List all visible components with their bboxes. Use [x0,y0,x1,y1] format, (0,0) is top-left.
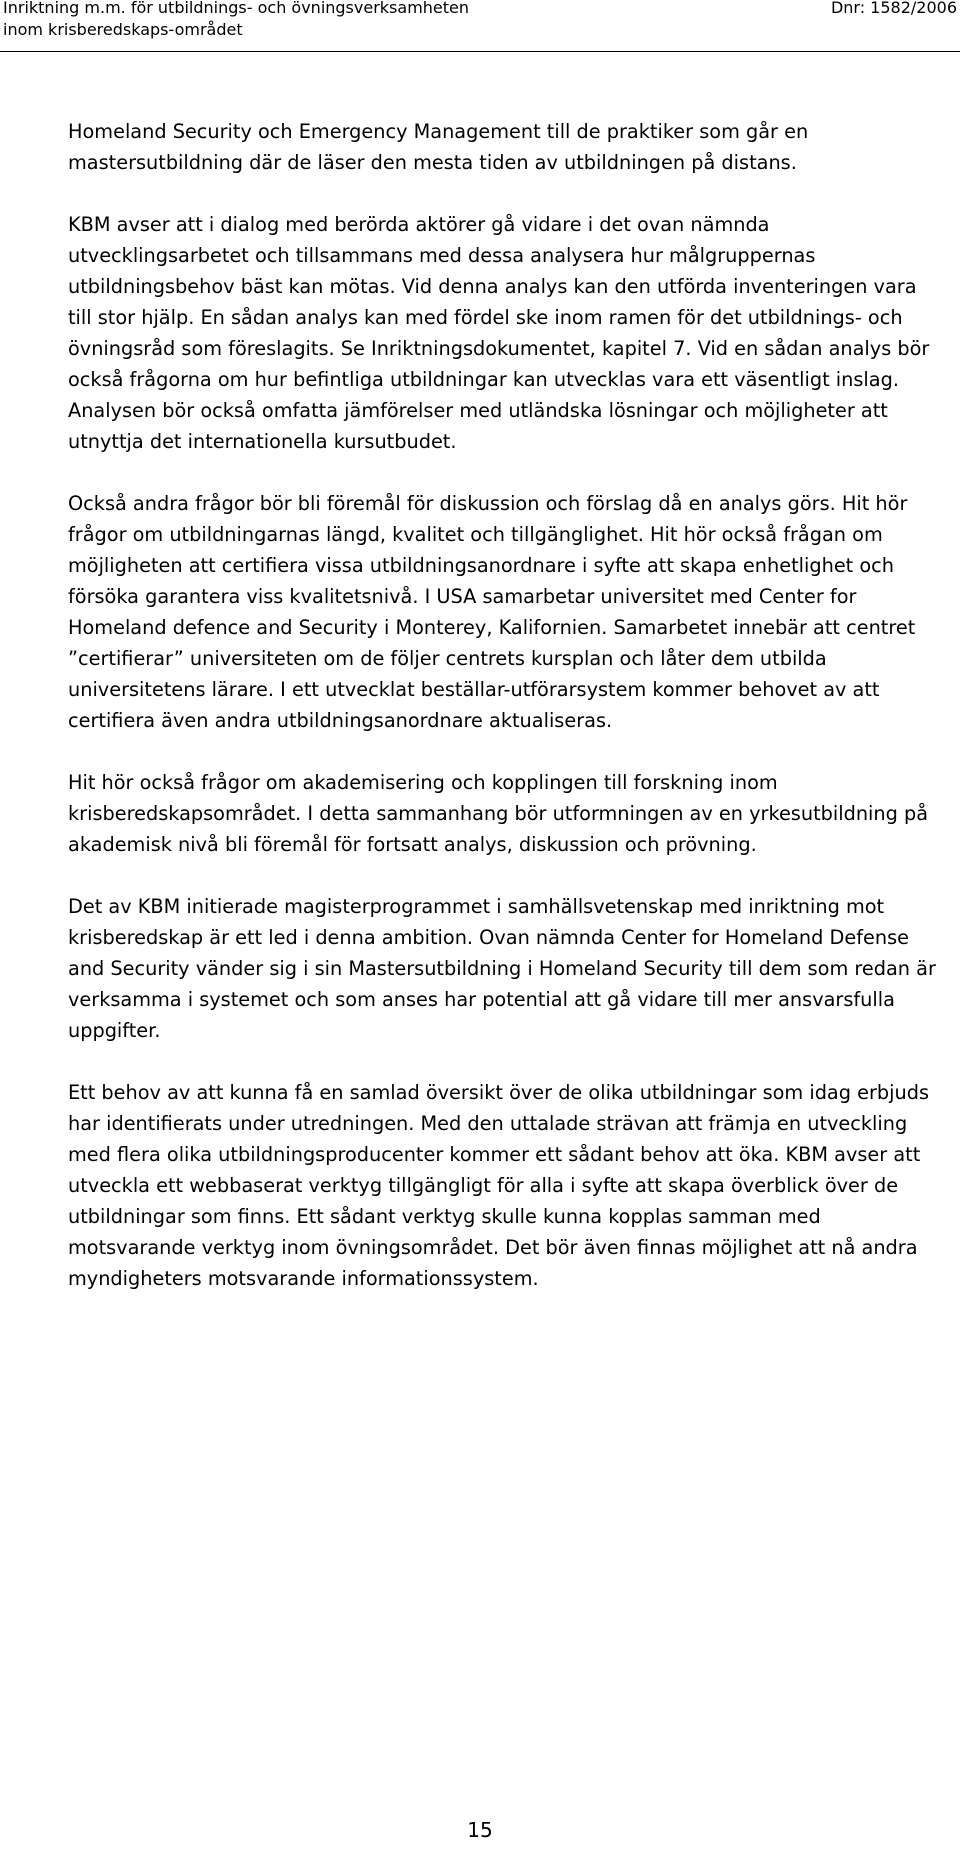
header-title-block [3,0,469,41]
paragraph-6: Ett behov av att kunna få en samlad översikt över de olika utbildningar som idag erbjuds har identifierats under utredningen. Med den uttalade strävan att främja en utveckling med flera olika utbildningsproducenter kommer ett sådant behov att öka. KBM avser att utveckla ett webbaserat verktyg tillgängligt för alla i syfte att skapa överblick över de utbildningar som finns. Ett sådant verktyg skulle kunna kopplas samman med motsvarande verktyg inom övningsområdet. Det bör även finnas möjlighet att nå andra myndigheters motsvarande informationssystem. [68,1081,930,1290]
header-title-line2: inom krisberedskaps-området [3,20,243,39]
paragraph-4: Hit hör också frågor om akademisering och kopplingen till forskning inom krisberedskapsområdet. I detta sammanhang bör utformningen av en yrkesutbildning på akademisk nivå bli föremål för fortsatt analys, diskussion och prövning. [68,771,929,856]
header-title-line1: Inriktning m.m. för utbildnings- och övningsverksamheten [3,0,470,17]
paragraph-3: Också andra frågor bör bli föremål för diskussion och förslag då en analys görs. Hit hör frågor om utbildningarnas längd, kvalitet och tillgänglighet. Hit hör också frågan om möjligheten att certifiera vissa utbildningsanordnare i syfte att skapa enhetlighet och försöka garantera viss kvalitetsnivå. I USA samarbetar universitet med Center for Homeland defence and Security i Monterey, Kalifornien. Samarbetet innebär att centret ”certifierar” universiteten om de följer centrets kursplan och låter dem utbilda universitetens lärare. I ett utvecklat beställar-utförarsystem kommer behovet av att certifiera även andra utbildningsanordnare aktualiseras. [68,492,916,732]
page-number: 15 [467,1818,493,1842]
header-reference-number: Dnr: 1582/2006 [830,0,957,17]
document-body [68,116,936,1325]
paragraph-1: Homeland Security och Emergency Management till de praktiker som går en mastersutbildning där de läser den mesta tiden av utbildningen på distans. [68,120,809,174]
page-header [0,0,960,52]
paragraph-2: KBM avser att i dialog med berörda aktörer gå vidare i det ovan nämnda utvecklingsarbetet och tillsammans med dessa analysera hur målgruppernas utbildningsbehov bäst kan mötas. Vid denna analys kan den utförda inventeringen vara till stor hjälp. En sådan analys kan med fördel ske inom ramen för det utbildnings- och övningsråd som föreslagits. Se Inriktningsdokumentet, kapitel 7. Vid en sådan analys bör också frågorna om hur befintliga utbildningar kan utvecklas vara ett väsentligt inslag. Analysen bör också omfatta jämförelser med utländska lösningar och möjligheter att utnyttja det internationella kursutbudet. [68,213,930,453]
paragraph-5: Det av KBM initierade magisterprogrammet i samhällsvetenskap med inriktning mot krisberedskap är ett led i denna ambition. Ovan nämnda Center for Homeland Defense and Security vänder sig i sin Mastersutbildning i Homeland Security till dem som redan är verksamma i systemet och som anses har potential att gå vidare till mer ansvarsfulla uppgifter. [68,895,936,1042]
